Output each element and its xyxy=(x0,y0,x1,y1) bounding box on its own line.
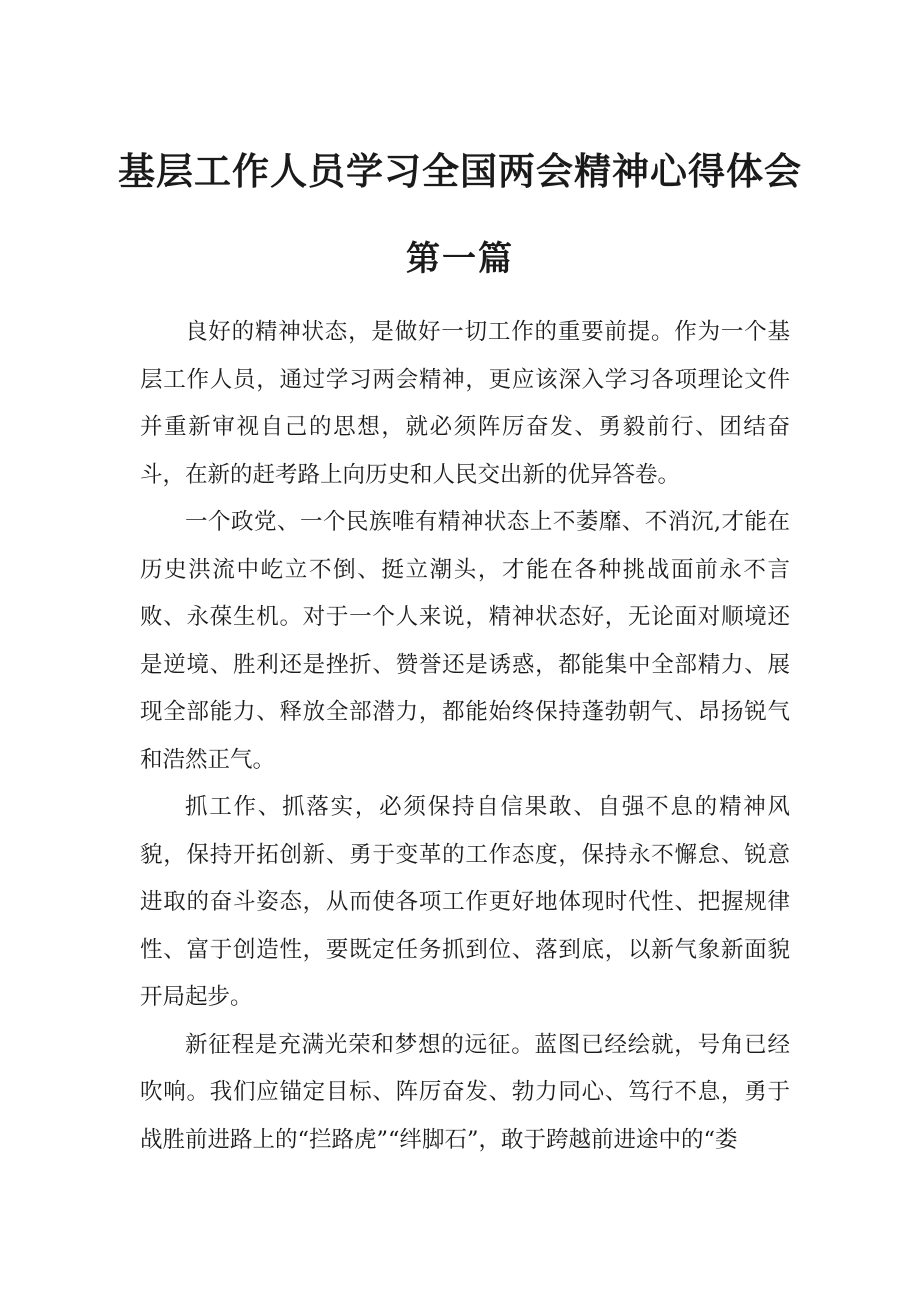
paragraph: 一个政党、一个民族唯有精神状态上不萎靡、不消沉,才能在历史洪流中屹立不倒、挺立潮头，才能在各种挑战面前永不言败、永葆生机。对于一个人来说，精神状态好，无论面对顺境还是逆境、胜利还是挫折、赞誉还是诱惑，都能集中全部精力、展现全部能力、释放全部潜力，都能始终保持蓬勃朝气、昂扬锐气和浩然正气。 xyxy=(140,509,790,773)
document-subtitle: 第一篇 xyxy=(406,239,514,279)
paragraph: 良好的精神状态，是做好一切工作的重要前提。作为一个基层工作人员，通过学习两会精神，更应该深入学习各项理论文件并重新审视自己的思想，就必须阵厉奋发、勇毅前行、团结奋斗，在新的赶考路上向历史和人民交出新的优异答卷。 xyxy=(140,319,790,488)
paragraph: 新征程是充满光荣和梦想的远征。蓝图已经绘就，号角已经吹响。我们应锚定目标、阵厉奋发、勃力同心、笃行不息，勇于战胜前进路上的“拦路虎”“绊脚石”，敢于跨越前进途中的“娄 xyxy=(140,1031,790,1153)
document-title: 基层工作人员学习全国两会精神心得体会 xyxy=(118,150,802,193)
document-body xyxy=(140,309,790,1164)
paragraph: 抓工作、抓落实，必须保持自信果敢、自强不息的精神风貌，保持开拓创新、勇于变革的工作态度，保持永不懈怠、锐意进取的奋斗姿态，从而使各项工作更好地体现时代性、把握规律性、富于创造性，要既定任务抓到位、落到底，以新气象新面貌开局起步。 xyxy=(140,794,790,1010)
